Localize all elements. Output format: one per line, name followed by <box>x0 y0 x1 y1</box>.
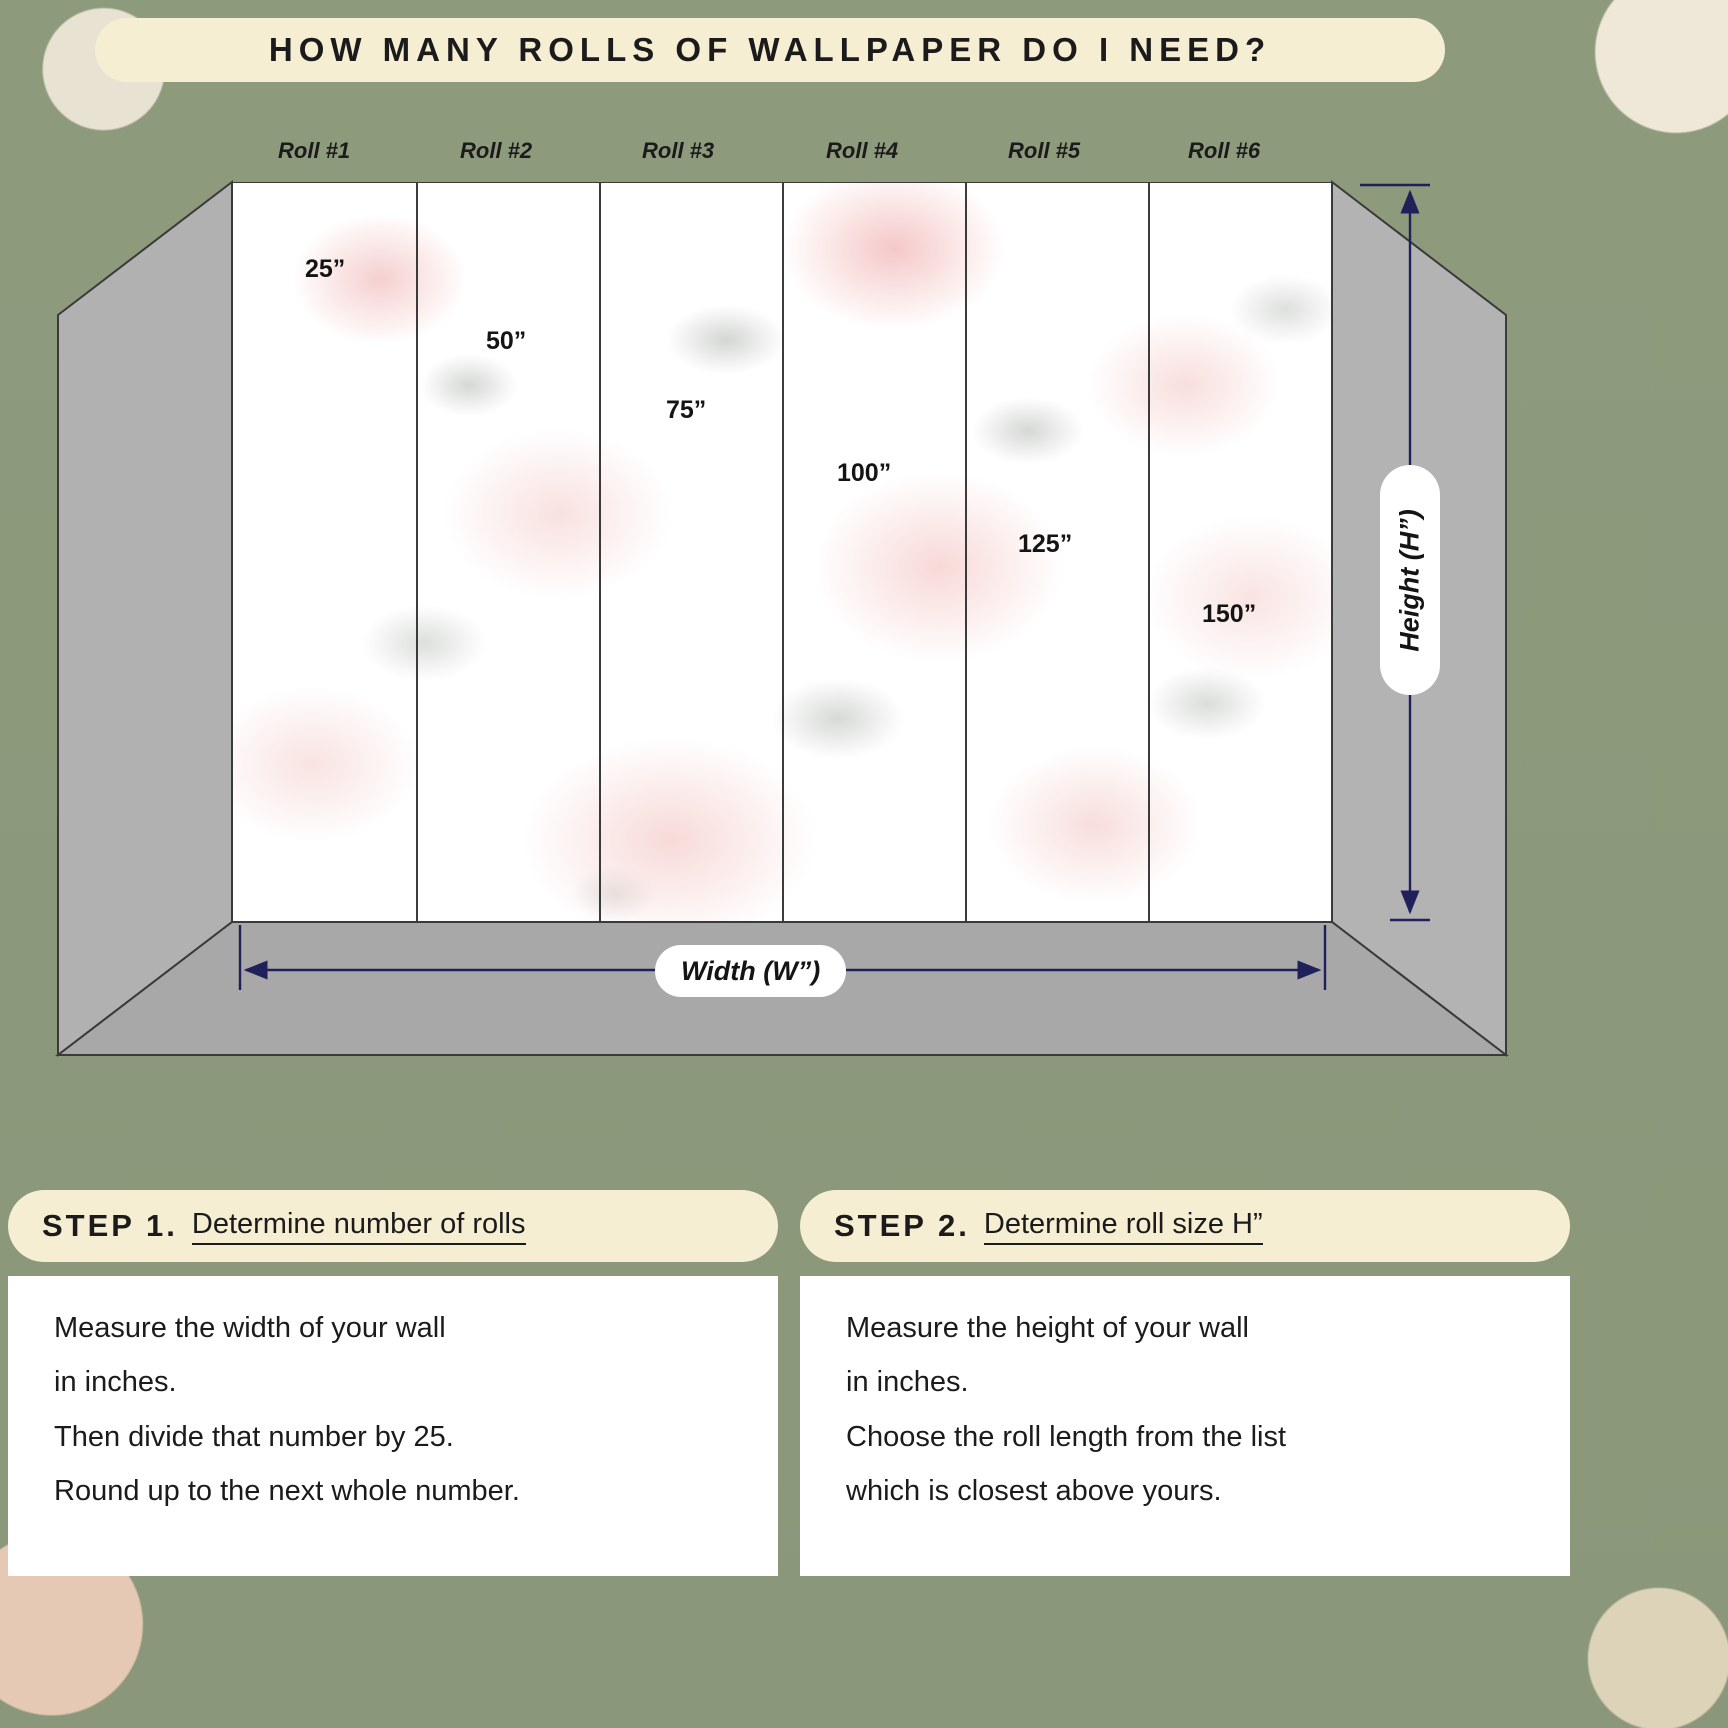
page-title: HOW MANY ROLLS OF WALLPAPER DO I NEED? <box>268 31 1272 68</box>
roll-label-3: Roll #3 <box>642 138 715 163</box>
room-diagram <box>50 130 1520 1075</box>
height-label-pill <box>1380 465 1440 695</box>
title-banner <box>95 18 1445 82</box>
step-card-2 <box>800 1190 1570 1576</box>
step-1-line-3: Then divide that number by 25. <box>54 1420 454 1453</box>
measure-label-100: 100” <box>837 459 892 487</box>
step-1-header <box>8 1190 778 1262</box>
measure-label-150: 150” <box>1202 600 1257 628</box>
roll-seam <box>782 183 784 921</box>
step-1-line-4: Round up to the next whole number. <box>54 1474 520 1507</box>
roll-label-6: Roll #6 <box>1188 138 1261 163</box>
step-2-body <box>800 1276 1570 1576</box>
step-2-header <box>800 1190 1570 1262</box>
step-1-number: STEP 1. <box>42 1208 178 1243</box>
roll-seam <box>965 183 967 921</box>
step-2-line-1: Measure the height of your wall <box>846 1312 1249 1344</box>
height-label-text: Height (H”) <box>1394 508 1425 652</box>
wallpaper-wall <box>232 182 1332 922</box>
step-card-1 <box>8 1190 778 1576</box>
roll-seam <box>599 183 601 921</box>
width-label-pill <box>655 945 846 997</box>
roll-label-1: Roll #1 <box>278 138 351 163</box>
measure-label-50: 50” <box>486 327 527 355</box>
left-wall <box>58 182 232 1055</box>
step-2-line-2: in inches. <box>846 1366 969 1399</box>
roll-seam <box>1148 183 1150 921</box>
step-2-line-4: which is closest above yours. <box>846 1474 1222 1507</box>
roll-label-2: Roll #2 <box>460 138 533 163</box>
step-2-number: STEP 2. <box>834 1208 970 1243</box>
step-1-line-1: Measure the width of your wall <box>54 1312 446 1344</box>
step-2-line-3: Choose the roll length from the list <box>846 1420 1287 1453</box>
roll-label-4: Roll #4 <box>826 138 899 163</box>
step-2-subtitle: Determine roll size H” <box>984 1208 1263 1245</box>
step-1-subtitle: Determine number of rolls <box>192 1208 526 1245</box>
measure-label-75: 75” <box>666 396 707 424</box>
measure-label-25: 25” <box>305 255 346 283</box>
step-1-line-2: in inches. <box>54 1366 177 1399</box>
step-1-body <box>8 1276 778 1576</box>
roll-label-5: Roll #5 <box>1008 138 1081 163</box>
measure-label-125: 125” <box>1018 530 1073 558</box>
roll-seam <box>416 183 418 921</box>
width-label-text: Width (W”) <box>681 955 821 986</box>
